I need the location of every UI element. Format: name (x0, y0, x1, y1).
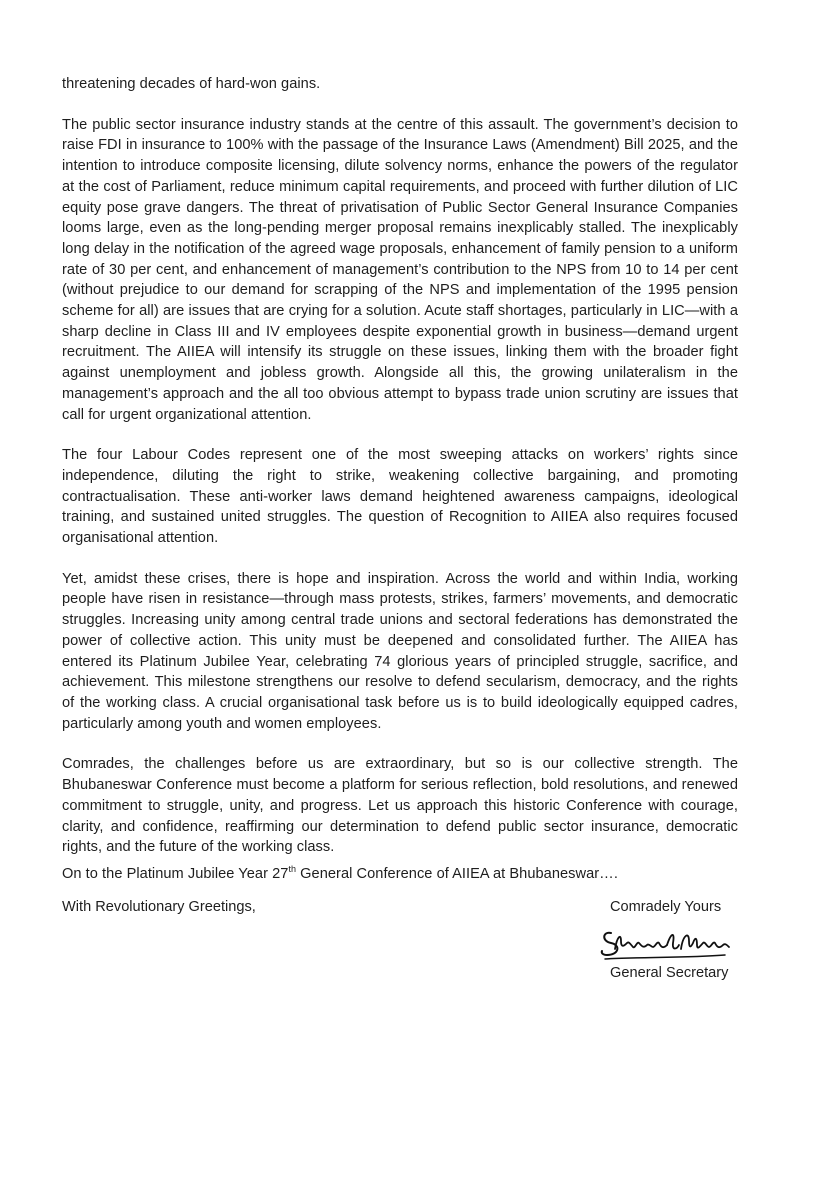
handwritten-signature (597, 923, 737, 965)
closing-signoff: Comradely Yours (610, 898, 722, 915)
closing-block (62, 895, 738, 985)
signatory-title: General Secretary (610, 964, 729, 981)
paragraph-labour-codes: The four Labour Codes represent one of the most sweeping attacks on workers’ rights since independence, diluting the right to strike, weakening collective bargaining, and promoting contractualisation. These anti-worker laws demand heightened awareness campaigns, ideological training, and sustained united struggles. The question of Recognition to AIIEA also requires focused organisational attention. (62, 447, 738, 547)
paragraph-conference-call: Comrades, the challenges before us are extraordinary, but so is our collective strength. The Bhubaneswar Conference must become a platform for serious reflection, bold resolutions, and renewed commitment to struggle, unity, and progress. Let us approach this historic Conference with courage, clarity, and confidence, reaffirming our determination to defend public sector insurance, democratic rights, and the future of the working class. (62, 756, 738, 856)
paragraph-insurance-industry: The public sector insurance industry stands at the centre of this assault. The government’s decision to raise FDI in insurance to 100% with the passage of the Insurance Laws (Amendment) Bill 2025, and the intention to introduce composite licensing, dilute solvency norms, enhance the powers of the regulator at the cost of Parliament, reduce minimum capital requirements, and proceed with further dilution of LIC equity pose grave dangers. The threat of privatisation of Public Sector General Insurance Companies looms large, even as the long-pending merger proposal remains inexplicably stalled. The inexplicably long delay in the notification of the agreed wage proposals, enhancement of family pension to a uniform rate of 30 per cent, and enhancement of management’s contribution to the NPS from 10 to 14 per cent (without prejudice to our demand for scrapping of the NPS and implementation of the 1995 pension scheme for all) are issues that are crying for a solution. Acute staff shortages, particularly in LIC—with a sharp decline in Class III and IV employees despite exponential growth in business—demand urgent recruitment. The AIIEA will intensify its struggle on these issues, linking them with the broader fight against unemployment and jobless growth. Alongside all this, the growing unilateralism in the management’s approach and the all too obvious attempt to bypass trade union scrutiny are issues that call for urgent organizational attention. (62, 116, 738, 423)
onto-conference-line (62, 864, 738, 885)
paragraph-hope-inspiration: Yet, amidst these crises, there is hope and inspiration. Across the world and within India, working people have risen in resistance—through mass protests, strikes, farmers’ movements, and democratic struggles. Increasing unity among central trade unions and sectoral federations has demonstrated the power of collective action. This unity must be deepened and consolidated further. The AIIEA has entered its Platinum Jubilee Year, celebrating 74 glorious years of principled struggle, sacrifice, and achievement. This milestone strengthens our resolve to defend secularism, democracy, and the rights of the working class. A crucial organisational task before us is to build ideologically equipped cadres, particularly among youth and women employees. (62, 570, 738, 732)
closing-greeting: With Revolutionary Greetings, (62, 898, 256, 915)
onto-text-before: On to the Platinum Jubilee Year 27 (62, 865, 289, 882)
opening-fragment: threatening decades of hard-won gains. (62, 76, 321, 92)
onto-text-after: General Conference of AIIEA at Bhubaneswar…. (296, 865, 618, 882)
onto-ordinal-suffix: th (288, 864, 297, 875)
